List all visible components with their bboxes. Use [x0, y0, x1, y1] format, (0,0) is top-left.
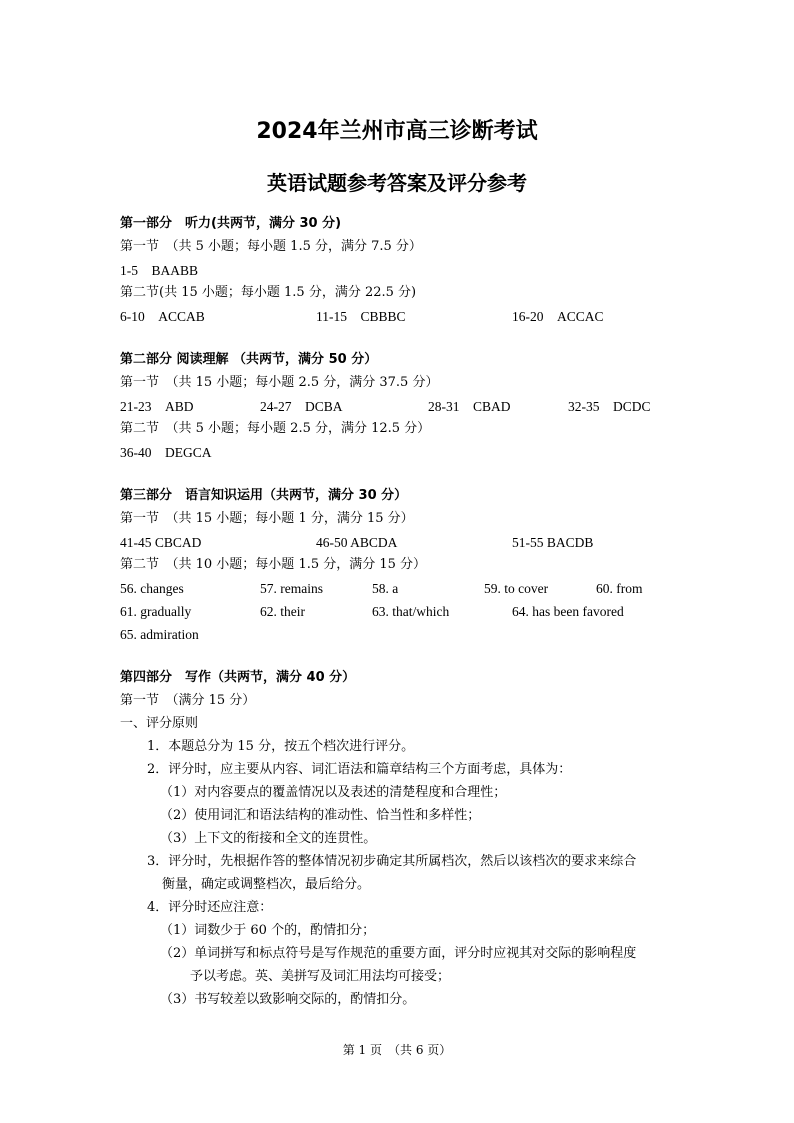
part1-section1-desc: 第一节 （共 5 小题；每小题 1.5 分，满分 7.5 分）: [120, 239, 422, 254]
answer-group: 21-23 ABD: [120, 399, 194, 414]
answer-item: 57. remains: [260, 581, 323, 596]
answer-item: 59. to cover: [484, 581, 549, 596]
principle-title: 一、评分原则: [120, 716, 199, 731]
part2-heading: 第二部分 阅读理解 （共两节，满分 50 分）: [120, 352, 378, 367]
principle-3: 3．评分时，先根据作答的整体情况初步确定其所属档次，然后以该档次的要求来综合: [147, 854, 637, 869]
principle-4-item-2-cont: 予以考虑。英、美拼写及词汇用法均可接受；: [190, 969, 451, 984]
part1-section1-answers: 1-5 BAABB: [120, 263, 199, 278]
principle-4: 4．评分时还应注意：: [147, 900, 273, 915]
part3-answers-row2: [0, 603, 794, 621]
part1-heading: 第一部分 听力(共两节，满分 30 分): [120, 216, 342, 231]
answer-group: 11-15 CBBBC: [316, 309, 406, 324]
principle-2: 2．评分时，应主要从内容、词汇语法和篇章结构三个方面考虑，具体为：: [147, 762, 572, 777]
part1-section2-desc: 第二节(共 15 小题；每小题 1.5 分，满分 22.5 分): [120, 285, 417, 300]
principle-4-item-3: （3）书写较差以致影响交际的，酌情扣分。: [160, 992, 416, 1007]
part1-section2-answers: [0, 308, 794, 326]
principle-2-item-1: （1）对内容要点的覆盖情况以及表述的清楚程度和合理性；: [160, 785, 507, 800]
part3-section1-answers: [0, 534, 794, 552]
part3-answers-row1: [0, 580, 794, 598]
answer-item: 60. from: [596, 581, 643, 596]
answer-item: 56. changes: [120, 581, 184, 596]
answer-item: 63. that/which: [372, 604, 450, 619]
answer-item: 61. gradually: [120, 604, 192, 619]
document-title: 2024年兰州市高三诊断考试: [256, 119, 538, 144]
answer-group: 16-20 ACCAC: [512, 309, 604, 324]
answer-group: 6-10 ACCAB: [120, 309, 205, 324]
principle-2-item-3: （3）上下文的衔接和全文的连贯性。: [160, 831, 377, 846]
part4-section1-desc: 第一节 （满分 15 分）: [120, 693, 256, 708]
principle-1: 1．本题总分为 15 分，按五个档次进行评分。: [147, 739, 415, 754]
part2-section1-desc: 第一节 （共 15 小题；每小题 2.5 分，满分 37.5 分）: [120, 375, 439, 390]
document-subtitle: 英语试题参考答案及评分参考: [267, 171, 527, 195]
principle-4-item-1: （1）词数少于 60 个的，酌情扣分；: [160, 923, 376, 938]
principle-3-cont: 衡量，确定或调整档次，最后给分。: [162, 877, 371, 892]
answer-group: 51-55 BACDB: [512, 535, 594, 550]
answer-group: 28-31 CBAD: [428, 399, 511, 414]
answer-item: 58. a: [372, 581, 399, 596]
part2-section2-desc: 第二节 （共 5 小题；每小题 2.5 分，满分 12.5 分）: [120, 421, 431, 436]
answer-group: 46-50 ABCDA: [316, 535, 398, 550]
part3-section1-desc: 第一节 （共 15 小题；每小题 1 分，满分 15 分）: [120, 511, 414, 526]
part4-heading: 第四部分 写作（共两节，满分 40 分）: [120, 670, 356, 685]
part2-section2-answers: 36-40 DEGCA: [120, 445, 212, 460]
answer-group: 32-35 DCDC: [568, 399, 651, 414]
part3-answers-row3: 65. admiration: [120, 627, 199, 642]
answer-group: 41-45 CBCAD: [120, 535, 202, 550]
principle-2-item-2: （2）使用词汇和语法结构的准动性、恰当性和多样性；: [160, 808, 481, 823]
part2-section1-answers: [0, 398, 794, 416]
answer-group: 24-27 DCBA: [260, 399, 343, 414]
part3-section2-desc: 第二节 （共 10 小题；每小题 1.5 分，满分 15 分）: [120, 557, 427, 572]
answer-item: 64. has been favored: [512, 604, 624, 619]
page-footer: 第 1 页 （共 6 页）: [342, 1043, 452, 1057]
part3-heading: 第三部分 语言知识运用（共两节，满分 30 分）: [120, 488, 408, 503]
answer-item: 62. their: [260, 604, 305, 619]
principle-4-item-2: （2）单词拼写和标点符号是写作规范的重要方面，评分时应视其对交际的影响程度: [160, 946, 637, 961]
